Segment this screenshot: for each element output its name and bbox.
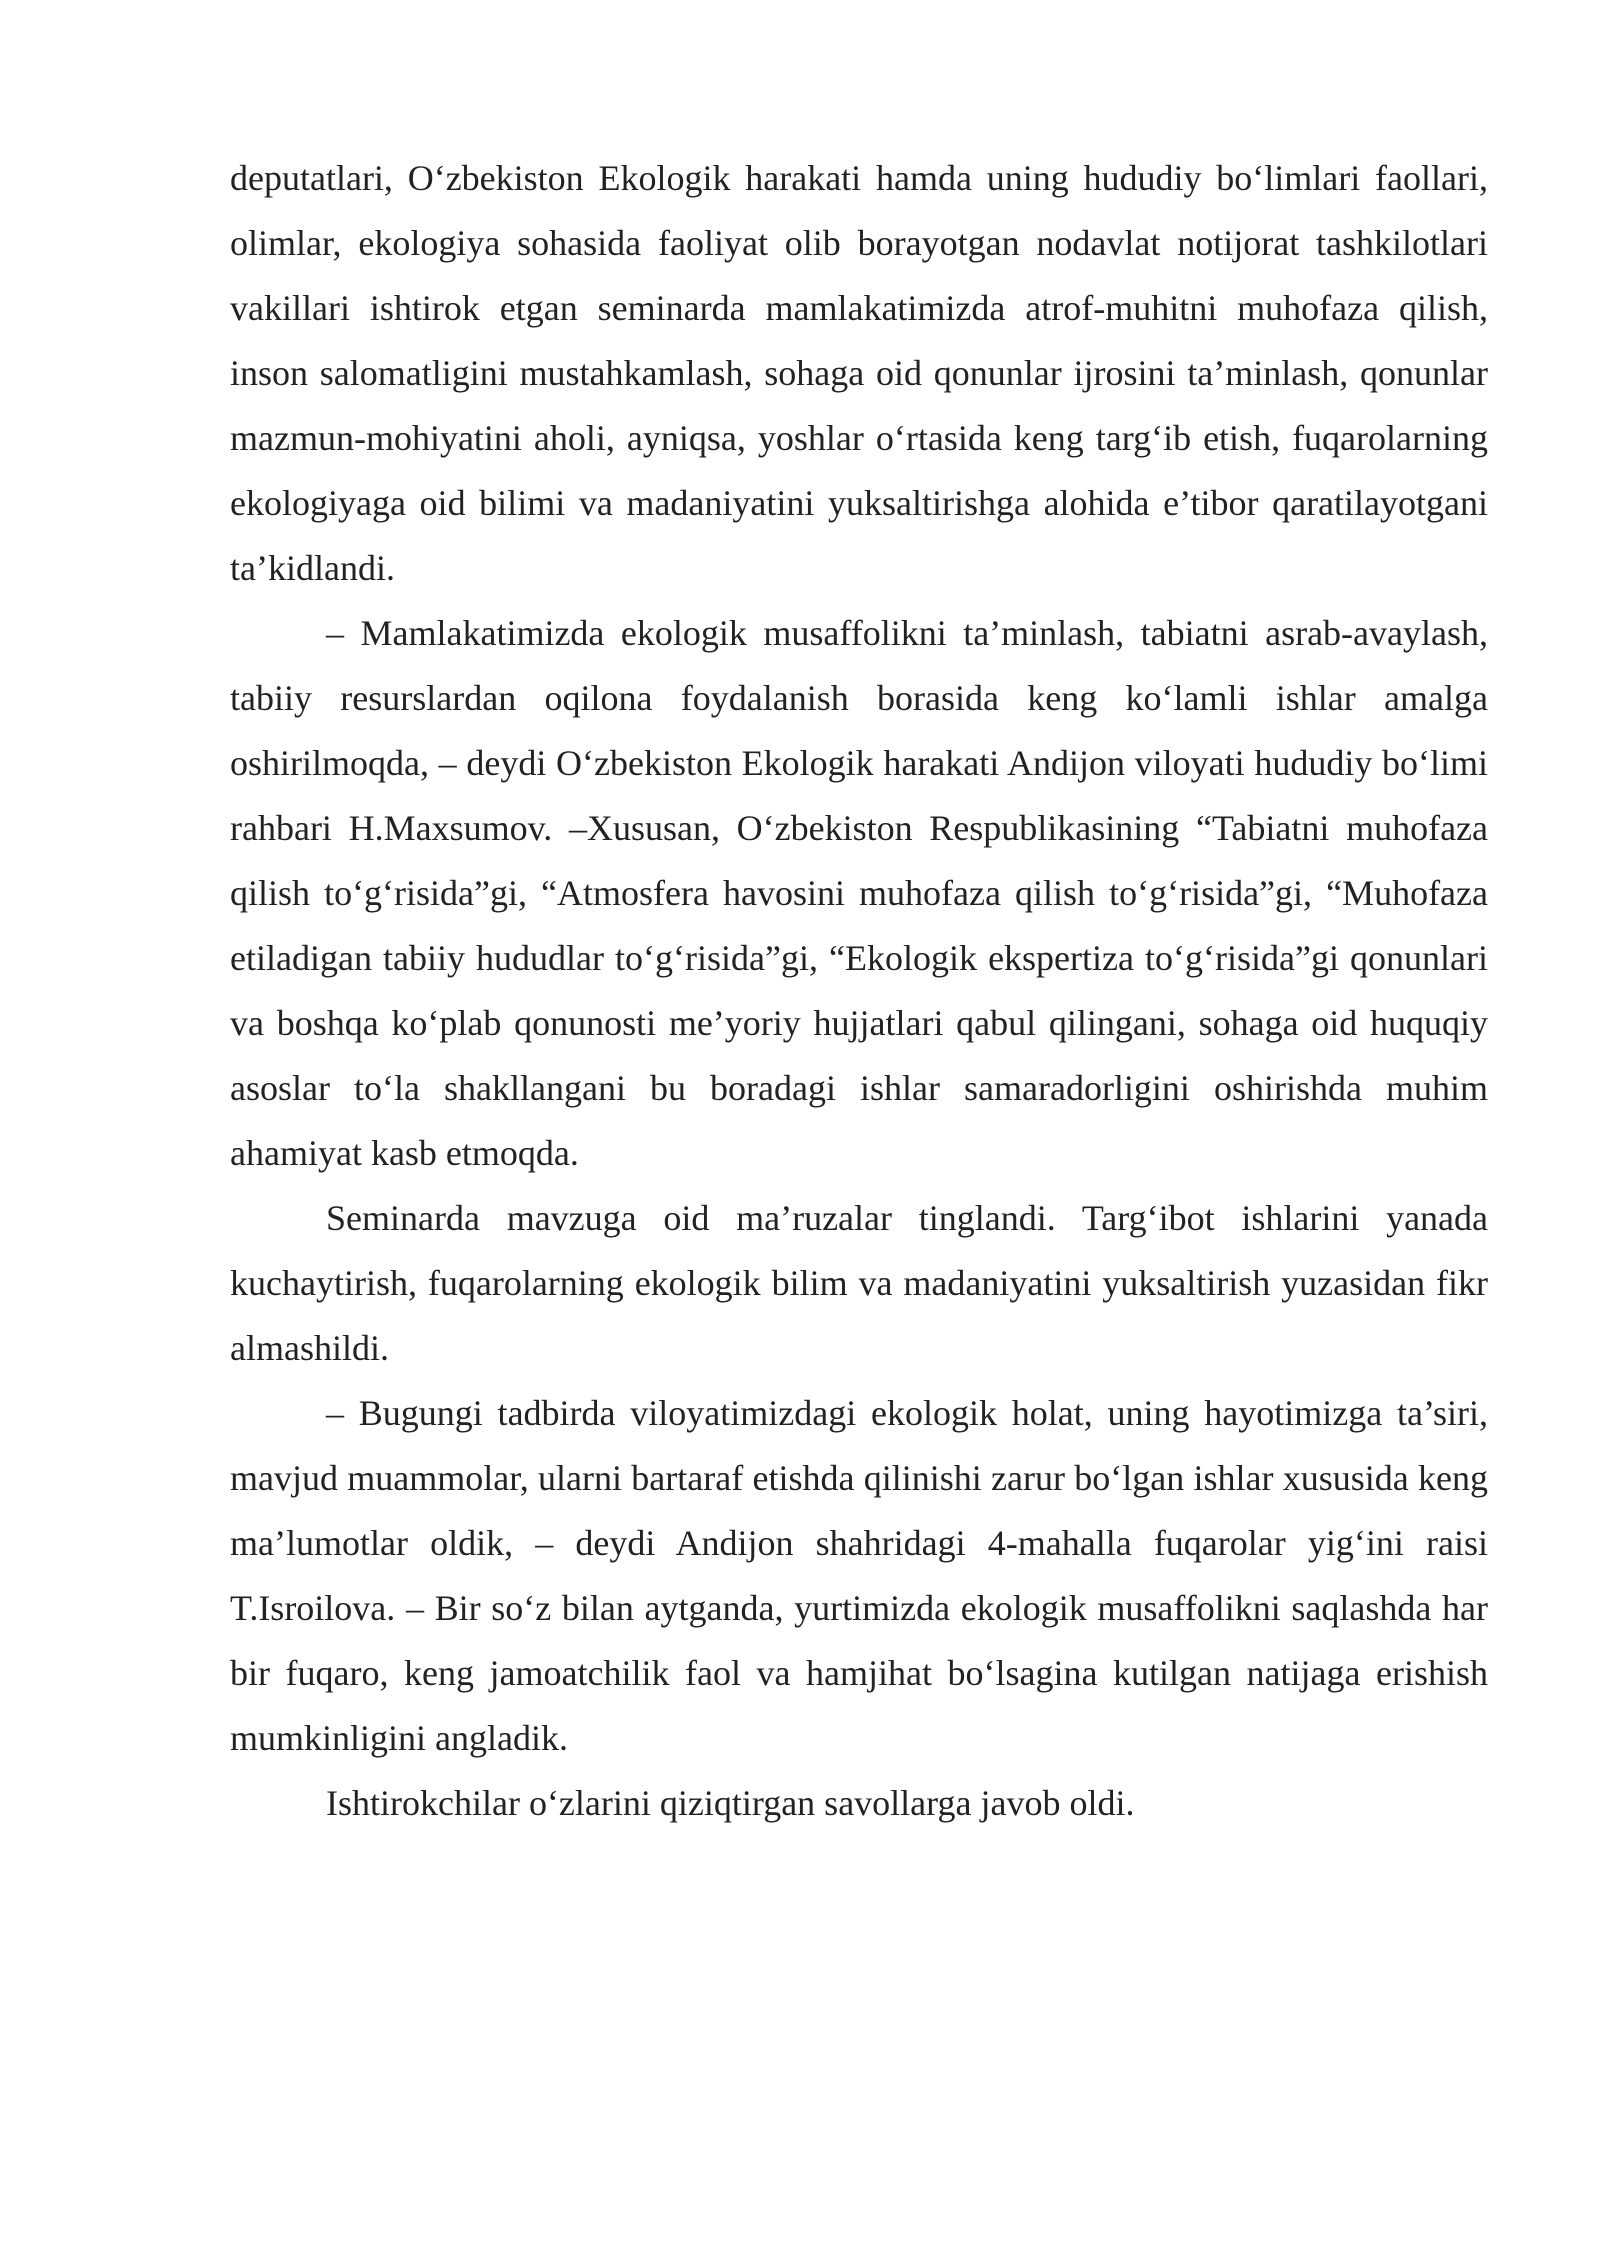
paragraph-seminar-reports: Seminarda mavzuga oid ma’ruzalar tinglandi. Targ‘ibot ishlarini yanada kuchaytirish, fuqarolarning ekologik bilim va madaniyatini yuksaltirish yuzasidan fikr almashildi. bbox=[230, 1198, 1488, 1368]
paragraph-continuation: deputatlari, O‘zbekiston Ekologik harakati hamda uning hududiy bo‘limlari faollari, olimlar, ekologiya sohasida faoliyat olib borayotgan nodavlat notijorat tashkilotlari vakillari ishtirok etgan seminarda mamlakatimizda atrof-muhitni muhofaza qilish, inson salomatligini mustahkamlash, sohaga oid qonunlar ijrosini ta’minlash, qonunlar mazmun-mohiyatini aholi, ayniqsa, yoshlar o‘rtasida keng targ‘ib etish, fuqarolarning ekologiyaga oid bilimi va madaniyatini yuksaltirishga alohida e’tibor qaratilayotgani ta’kidlandi. bbox=[230, 158, 1488, 588]
paragraph-closing: Ishtirokchilar o‘zlarini qiziqtirgan savollarga javob oldi. bbox=[326, 1783, 1135, 1823]
paragraph-quote-isroilova: – Bugungi tadbirda viloyatimizdagi ekologik holat, uning hayotimizga ta’siri, mavjud muammolar, ularni bartaraf etishda qilinishi zarur bo‘lgan ishlar xususida keng ma’lumotlar oldik, – deydi Andijon shahridagi 4-mahalla fuqarolar yig‘ini raisi T.Isroilova. – Bir so‘z bilan aytganda, yurtimizda ekologik musaffolikni saqlashda har bir fuqaro, keng jamoatchilik faol va hamjihat bo‘lsagina kutilgan natijaga erishish mumkinligini angladik. bbox=[230, 1393, 1488, 1758]
document-body bbox=[230, 146, 1488, 1836]
paragraph-quote-maxsumov: – Mamlakatimizda ekologik musaffolikni ta’minlash, tabiatni asrab-avaylash, tabiiy resurslardan oqilona foydalanish borasida keng ko‘lamli ishlar amalga oshirilmoqda, – deydi O‘zbekiston Ekologik harakati Andijon viloyati hududiy bo‘limi rahbari H.Maxsumov. –Xususan, O‘zbekiston Respublikasining “Tabiatni muhofaza qilish to‘g‘risida”gi, “Atmosfera havosini muhofaza qilish to‘g‘risida”gi, “Muhofaza etiladigan tabiiy hududlar to‘g‘risida”gi, “Ekologik ekspertiza to‘g‘risida”gi qonunlari va boshqa ko‘plab qonunosti me’yoriy hujjatlari qabul qilingani, sohaga oid huquqiy asoslar to‘la shakllangani bu boradagi ishlar samaradorligini oshirishda muhim ahamiyat kasb etmoqda. bbox=[230, 613, 1488, 1173]
